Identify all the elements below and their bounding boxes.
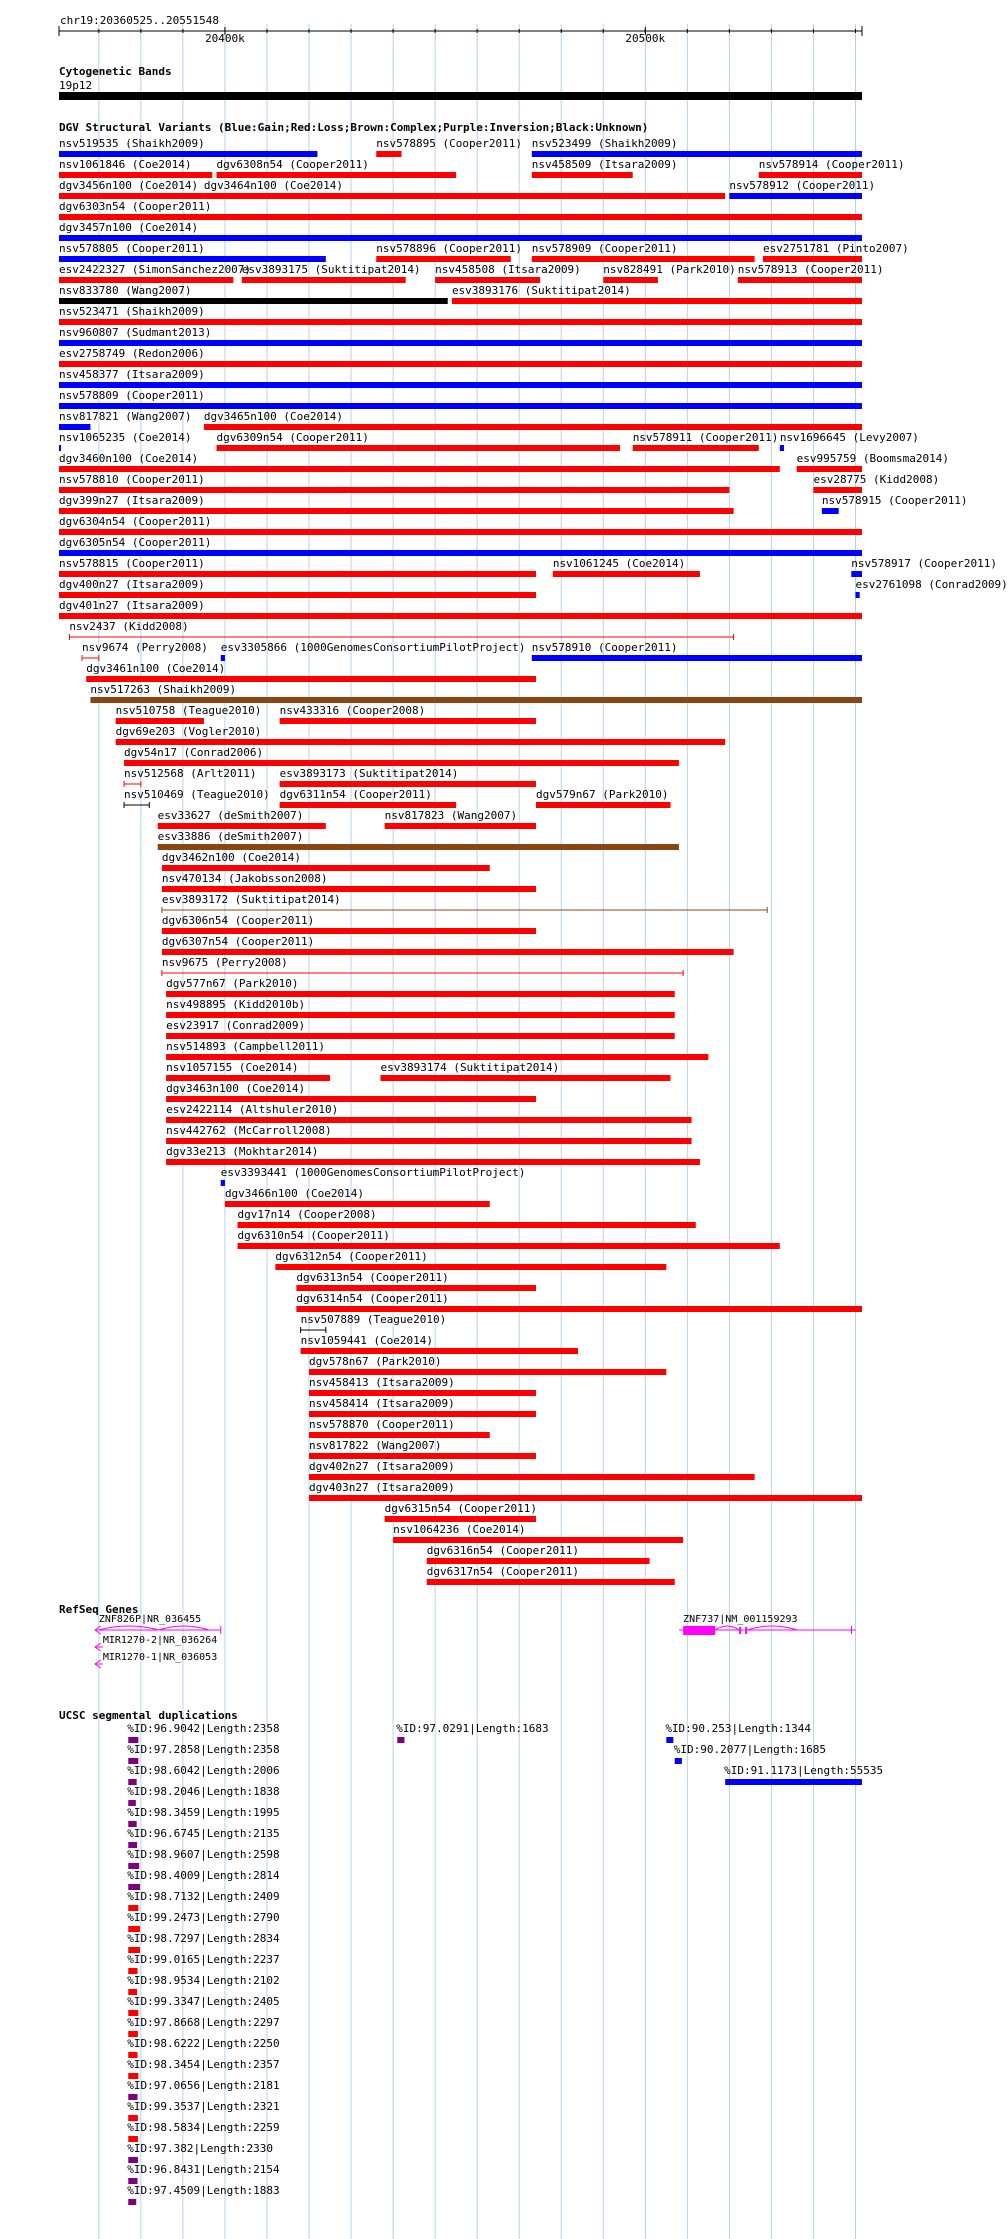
variant-label[interactable]: dgv403n27 (Itsara2009) — [309, 1481, 455, 1494]
variant-label[interactable]: dgv3461n100 (Coe2014) — [86, 662, 226, 675]
variant-label[interactable]: dgv54n17 (Conrad2006) — [124, 746, 264, 759]
gene-exon-arc — [747, 1626, 797, 1630]
variant-bar — [162, 949, 734, 955]
variant-label[interactable]: esv2422114 (Altshuler2010) — [166, 1103, 339, 1116]
variant-bar — [166, 1033, 675, 1039]
variant-bar — [59, 214, 862, 220]
region-coordinates: chr19:20360525..20551548 — [60, 14, 219, 27]
variant-bar — [238, 1222, 696, 1228]
variant-label[interactable]: nsv498895 (Kidd2010b) — [166, 998, 306, 1011]
variant-label[interactable]: dgv6312n54 (Cooper2011) — [275, 1250, 428, 1263]
variant-label[interactable]: dgv577n67 (Park2010) — [166, 977, 299, 990]
variant-label[interactable]: dgv6306n54 (Cooper2011) — [161, 914, 315, 927]
variant-label[interactable]: dgv3464n100 (Coe2014) — [203, 179, 343, 192]
variant-bar — [217, 172, 457, 178]
gene-exon — [745, 1627, 747, 1634]
variant-label[interactable]: nsv1065235 (Coe2014) — [59, 431, 192, 444]
variant-bar — [633, 445, 759, 451]
variant-label[interactable]: dgv6309n54 (Cooper2011) — [216, 431, 369, 444]
variant-bar — [59, 193, 204, 199]
variant-label[interactable]: dgv3466n100 (Coe2014) — [224, 1187, 365, 1200]
variant-label[interactable]: nsv578917 (Cooper2011) — [851, 557, 997, 570]
variant-label[interactable]: nsv578805 (Cooper2011) — [59, 242, 205, 255]
segdup-bar — [675, 1758, 682, 1764]
variant-bar — [59, 466, 780, 472]
variant-bar — [238, 1243, 780, 1249]
variant-bar — [301, 1348, 578, 1354]
variant-bar — [59, 445, 61, 451]
variant-label[interactable]: dgv6317n54 (Cooper2011) — [426, 1565, 580, 1578]
variant-label[interactable]: dgv6311n54 (Cooper2011) — [279, 788, 432, 801]
variant-label[interactable]: esv2761098 (Conrad2009) — [855, 578, 1008, 591]
variant-bar — [124, 760, 679, 766]
variant-bar — [162, 865, 490, 871]
variant-label[interactable]: dgv578n67 (Park2010) — [309, 1355, 442, 1368]
variant-label[interactable]: nsv1061846 (Coe2014) — [59, 158, 192, 171]
segdup-label[interactable]: %ID:90.2077|Length:1685 — [673, 1743, 827, 1756]
variant-label[interactable]: nsv828491 (Park2010) — [603, 263, 736, 276]
variant-label[interactable]: nsv517263 (Shaikh2009) — [90, 683, 237, 696]
segdup-bar — [128, 2199, 136, 2205]
segdup-label[interactable]: %ID:97.382|Length:2330 — [127, 2142, 273, 2155]
variant-bar — [780, 445, 784, 451]
variant-label[interactable]: nsv514893 (Campbell2011) — [166, 1040, 326, 1053]
gene-exon-arc — [715, 1626, 739, 1630]
variant-bar — [822, 508, 839, 514]
refseq-track-title: RefSeq Genes — [59, 1603, 139, 1616]
variant-label[interactable]: nsv833780 (Wang2007) — [59, 284, 192, 297]
variant-bar — [553, 571, 700, 577]
variant-label[interactable]: nsv458508 (Itsara2009) — [435, 263, 581, 276]
variant-bar — [763, 256, 862, 262]
variant-bar — [385, 1516, 536, 1522]
variant-label[interactable]: esv995759 (Boomsma2014) — [796, 452, 949, 465]
variant-bar — [116, 739, 726, 745]
variant-bar — [309, 1474, 755, 1480]
segdup-label[interactable]: %ID:90.253|Length:1344 — [665, 1722, 812, 1735]
segdup-label[interactable]: %ID:96.8431|Length:2154 — [127, 2163, 280, 2176]
variant-bar — [435, 277, 540, 283]
variant-label[interactable]: dgv3456n100 (Coe2014) — [59, 179, 199, 192]
variant-label[interactable]: nsv519535 (Shaikh2009) — [59, 137, 205, 150]
variant-bar — [166, 1054, 708, 1060]
variant-bar — [380, 1075, 670, 1081]
ruler-tick-label: 20400k — [205, 32, 245, 45]
variant-label[interactable]: nsv442762 (McCarroll2008) — [166, 1124, 332, 1137]
variant-label[interactable]: dgv400n27 (Itsara2009) — [59, 578, 205, 591]
variant-bar — [59, 529, 862, 535]
variant-label[interactable]: dgv6303n54 (Cooper2011) — [59, 200, 212, 213]
segdup-label[interactable]: %ID:97.4509|Length:1883 — [127, 2184, 280, 2197]
variant-bar — [309, 1390, 536, 1396]
variant-bar — [204, 424, 862, 430]
variant-label[interactable]: nsv458509 (Itsara2009) — [531, 158, 678, 171]
dgv-track-title: DGV Structural Variants (Blue:Gain;Red:Loss;Brown:Complex;Purple:Inversion;Black:Unknown) — [59, 121, 649, 134]
variant-label[interactable]: nsv960807 (Sudmant2013) — [59, 326, 212, 339]
variant-bar — [759, 172, 862, 178]
variant-label[interactable]: esv3893174 (Suktitipat2014) — [380, 1061, 560, 1074]
variant-label[interactable]: nsv578815 (Cooper2011) — [59, 557, 205, 570]
cytoband-label: 19p12 — [59, 79, 93, 92]
variant-bar — [59, 361, 862, 367]
variant-bar — [59, 571, 536, 577]
variant-label[interactable]: dgv69e203 (Vogler2010) — [115, 725, 262, 738]
variant-label[interactable]: dgv6313n54 (Cooper2011) — [296, 1271, 449, 1284]
variant-bar — [59, 382, 862, 388]
variant-label[interactable]: nsv817823 (Wang2007) — [384, 809, 518, 822]
variant-bar — [166, 1117, 691, 1123]
variant-label[interactable]: esv3393441 (1000GenomesConsortiumPilotProject) — [220, 1166, 526, 1179]
variant-label[interactable]: nsv1064236 (Coe2014) — [393, 1523, 526, 1536]
variant-bar — [376, 151, 401, 157]
variant-bar — [532, 256, 755, 262]
variant-bar — [86, 676, 536, 682]
variant-label[interactable]: nsv510758 (Teague2010) — [115, 704, 262, 717]
gene-label[interactable]: MIR1270-2|NR_036264 — [102, 1635, 218, 1646]
variant-label[interactable]: dgv6305n54 (Cooper2011) — [59, 536, 212, 549]
segdup-label[interactable]: %ID:98.4009|Length:2814 — [127, 1869, 280, 1882]
variant-bar — [225, 1201, 490, 1207]
variant-bar — [296, 1306, 862, 1312]
variant-label[interactable]: nsv1057155 (Coe2014) — [166, 1061, 299, 1074]
gene-label[interactable]: ZNF826P|NR_036455 — [98, 1614, 202, 1625]
variant-label[interactable]: dgv17n14 (Cooper2008) — [237, 1208, 377, 1221]
variant-label[interactable]: nsv433316 (Cooper2008) — [279, 704, 426, 717]
variant-bar — [309, 1369, 666, 1375]
segdup-bar — [725, 1779, 862, 1785]
variant-label[interactable]: nsv523499 (Shaikh2009) — [531, 137, 678, 150]
variant-bar — [221, 655, 225, 661]
variant-bar — [603, 277, 658, 283]
variant-bar — [536, 802, 671, 808]
variant-label[interactable]: dgv579n67 (Park2010) — [536, 788, 669, 801]
variant-label[interactable]: dgv3462n100 (Coe2014) — [161, 851, 301, 864]
variant-bar — [162, 886, 536, 892]
variant-label[interactable]: nsv523471 (Shaikh2009) — [59, 305, 205, 318]
variant-bar — [59, 550, 862, 556]
variant-bar — [296, 1285, 536, 1291]
segdup-label[interactable]: %ID:98.3454|Length:2357 — [127, 2058, 280, 2071]
variant-bar — [309, 1432, 490, 1438]
variant-label[interactable]: nsv1061245 (Coe2014) — [552, 557, 686, 570]
variant-label[interactable]: dgv402n27 (Itsara2009) — [309, 1460, 455, 1473]
variant-bar — [797, 466, 862, 472]
variant-label[interactable]: nsv2437 (Kidd2008) — [69, 620, 189, 633]
variant-bar — [532, 172, 633, 178]
segdup-label[interactable]: %ID:97.8668|Length:2297 — [127, 2016, 280, 2029]
variant-bar — [385, 823, 536, 829]
variant-label[interactable]: esv2422327 (SimonSanchez2007) — [59, 263, 252, 276]
variant-label[interactable]: nsv9675 (Perry2008) — [161, 956, 288, 969]
variant-label[interactable]: esv33627 (deSmith2007) — [157, 809, 304, 822]
variant-label[interactable]: dgv401n27 (Itsara2009) — [59, 599, 205, 612]
segdup-label[interactable]: %ID:91.1173|Length:55535 — [724, 1764, 884, 1777]
variant-label[interactable]: nsv578912 (Cooper2011) — [729, 179, 876, 192]
segdup-label[interactable]: %ID:98.3459|Length:1995 — [127, 1806, 280, 1819]
variant-label[interactable]: nsv458413 (Itsara2009) — [309, 1376, 455, 1389]
variant-bar — [851, 571, 862, 577]
variant-bar — [59, 172, 212, 178]
variant-bar — [158, 844, 679, 850]
variant-label[interactable]: esv23917 (Conrad2009) — [166, 1019, 306, 1032]
segdup-label[interactable]: %ID:98.7132|Length:2409 — [127, 1890, 280, 1903]
variant-label[interactable]: nsv817821 (Wang2007) — [59, 410, 192, 423]
variant-bar — [166, 1012, 675, 1018]
segdup-label[interactable]: %ID:98.6222|Length:2250 — [127, 2037, 280, 2050]
variant-label[interactable]: esv28775 (Kidd2008) — [813, 473, 940, 486]
variant-label[interactable]: esv33886 (deSmith2007) — [157, 830, 304, 843]
variant-bar — [813, 487, 862, 493]
segdup-track-title: UCSC segmental duplications — [59, 1709, 238, 1722]
variant-bar — [738, 277, 862, 283]
gene-label[interactable]: ZNF737|NM_001159293 — [683, 1614, 798, 1625]
variant-bar — [242, 277, 406, 283]
variant-bar — [376, 256, 511, 262]
variant-bar — [166, 1138, 691, 1144]
variant-label[interactable]: dgv3457n100 (Coe2014) — [59, 221, 199, 234]
variant-label[interactable]: nsv458377 (Itsara2009) — [59, 368, 205, 381]
variant-bar — [59, 151, 317, 157]
segdup-label[interactable]: %ID:98.9607|Length:2598 — [127, 1848, 280, 1861]
variant-bar — [59, 592, 536, 598]
segdup-label[interactable]: %ID:96.6745|Length:2135 — [127, 1827, 280, 1840]
variant-label[interactable]: dgv6304n54 (Cooper2011) — [59, 515, 212, 528]
variant-label[interactable]: dgv3465n100 (Coe2014) — [203, 410, 343, 423]
variant-bar — [116, 718, 204, 724]
gene-exon-arc — [99, 1626, 159, 1630]
variant-bar — [532, 655, 862, 661]
variant-label[interactable]: nsv578809 (Cooper2011) — [59, 389, 205, 402]
segdup-label[interactable]: %ID:99.2473|Length:2790 — [127, 1911, 280, 1924]
variant-bar — [427, 1558, 650, 1564]
segdup-label[interactable]: %ID:98.2046|Length:1838 — [127, 1785, 280, 1798]
variant-label[interactable]: nsv510469 (Teague2010) — [124, 788, 270, 801]
variant-bar — [427, 1579, 675, 1585]
variant-label[interactable]: nsv578915 (Cooper2011) — [821, 494, 968, 507]
variant-label[interactable]: nsv512568 (Arlt2011) — [124, 767, 257, 780]
variant-bar — [162, 928, 536, 934]
variant-bar — [393, 1537, 683, 1543]
variant-bar — [309, 1411, 536, 1417]
variant-bar — [90, 697, 862, 703]
variant-label[interactable]: dgv6308n54 (Cooper2011) — [216, 158, 369, 171]
variant-label[interactable]: esv2758749 (Redon2006) — [59, 347, 205, 360]
variant-bar — [166, 1159, 700, 1165]
variant-label[interactable]: dgv6315n54 (Cooper2011) — [384, 1502, 537, 1515]
variant-bar — [280, 718, 536, 724]
variant-bar — [855, 592, 859, 598]
variant-bar — [280, 802, 457, 808]
variant-bar — [158, 823, 326, 829]
variant-label[interactable]: esv3893173 (Suktitipat2014) — [279, 767, 459, 780]
variant-label[interactable]: nsv578909 (Cooper2011) — [531, 242, 678, 255]
variant-bar — [59, 487, 729, 493]
cytoband-track-title: Cytogenetic Bands — [59, 65, 172, 78]
variant-label[interactable]: dgv33e213 (Mokhtar2014) — [166, 1145, 319, 1158]
variant-label[interactable]: dgv6307n54 (Cooper2011) — [161, 935, 315, 948]
segdup-label[interactable]: %ID:98.5834|Length:2259 — [127, 2121, 280, 2134]
variant-bar — [221, 1180, 225, 1186]
variant-label[interactable]: esv3893172 (Suktitipat2014) — [161, 893, 341, 906]
gene-exon-arc — [159, 1626, 209, 1630]
variant-label[interactable]: nsv817822 (Wang2007) — [309, 1439, 442, 1452]
variant-label[interactable]: dgv399n27 (Itsara2009) — [59, 494, 205, 507]
variant-bar — [59, 277, 233, 283]
cytoband-bar — [59, 92, 862, 100]
variant-label[interactable]: dgv6314n54 (Cooper2011) — [296, 1292, 449, 1305]
variant-bar — [59, 613, 862, 619]
ruler-tick-label: 20500k — [625, 32, 666, 45]
variant-label[interactable]: esv3893175 (Suktitipat2014) — [241, 263, 421, 276]
segdup-label[interactable]: %ID:97.0291|Length:1683 — [396, 1722, 549, 1735]
gene-exon — [683, 1626, 715, 1635]
variant-bar — [59, 319, 862, 325]
variant-bar — [59, 235, 862, 241]
variant-label[interactable]: nsv578911 (Cooper2011) — [632, 431, 779, 444]
variant-bar — [59, 256, 326, 262]
segdup-label[interactable]: %ID:99.0165|Length:2237 — [127, 1953, 280, 1966]
variant-bar — [166, 991, 675, 997]
variant-bar — [59, 298, 448, 304]
variant-bar — [59, 508, 734, 514]
gene-exon — [739, 1627, 741, 1634]
variant-label[interactable]: nsv1059441 (Coe2014) — [300, 1334, 434, 1347]
segdup-label[interactable]: %ID:98.6042|Length:2006 — [127, 1764, 280, 1777]
variant-label[interactable]: nsv578896 (Cooper2011) — [376, 242, 522, 255]
segdup-label[interactable]: %ID:97.0656|Length:2181 — [127, 2079, 280, 2092]
variant-label[interactable]: esv3305866 (1000GenomesConsortiumPilotProject) — [220, 641, 526, 654]
variant-bar — [275, 1264, 666, 1270]
variant-label[interactable]: nsv470134 (Jakobsson2008) — [161, 872, 328, 885]
variant-label[interactable]: dgv3460n100 (Coe2014) — [59, 452, 199, 465]
segdup-label[interactable]: %ID:98.9534|Length:2102 — [127, 1974, 280, 1987]
variant-label[interactable]: nsv458414 (Itsara2009) — [309, 1397, 455, 1410]
variant-label[interactable]: dgv6316n54 (Cooper2011) — [426, 1544, 580, 1557]
variant-label[interactable]: nsv9674 (Perry2008) — [82, 641, 208, 654]
variant-bar — [532, 151, 862, 157]
variant-bar — [217, 445, 621, 451]
variant-bar — [59, 403, 862, 409]
segdup-label[interactable]: %ID:99.3537|Length:2321 — [127, 2100, 280, 2113]
variant-bar — [59, 424, 90, 430]
variant-bar — [309, 1453, 536, 1459]
variant-label[interactable]: nsv578870 (Cooper2011) — [309, 1418, 455, 1431]
variant-label[interactable]: nsv1696645 (Levy2007) — [779, 431, 919, 444]
gene-label[interactable]: MIR1270-1|NR_036053 — [102, 1652, 218, 1663]
variant-bar — [204, 193, 725, 199]
variant-bar — [729, 193, 862, 199]
variant-bar — [166, 1096, 536, 1102]
segdup-label[interactable]: %ID:98.7297|Length:2834 — [127, 1932, 280, 1945]
variant-label[interactable]: nsv578895 (Cooper2011) — [376, 137, 522, 150]
segdup-label[interactable]: %ID:97.2858|Length:2358 — [127, 1743, 280, 1756]
variant-label[interactable]: nsv578914 (Cooper2011) — [758, 158, 905, 171]
segdup-bar — [666, 1737, 673, 1743]
variant-label[interactable]: dgv6310n54 (Cooper2011) — [237, 1229, 390, 1242]
variant-bar — [452, 298, 862, 304]
variant-label[interactable]: esv2751781 (Pinto2007) — [763, 242, 909, 255]
variant-label[interactable]: nsv578810 (Cooper2011) — [59, 473, 205, 486]
variant-bar — [280, 781, 536, 787]
segdup-label[interactable]: %ID:96.9042|Length:2358 — [127, 1722, 280, 1735]
variant-label[interactable]: dgv3463n100 (Coe2014) — [166, 1082, 306, 1095]
segdup-label[interactable]: %ID:99.3347|Length:2405 — [127, 1995, 280, 2008]
variant-label[interactable]: esv3893176 (Suktitipat2014) — [451, 284, 631, 297]
variant-bar — [166, 1075, 330, 1081]
segdup-bar — [397, 1737, 404, 1743]
variant-label[interactable]: nsv578910 (Cooper2011) — [531, 641, 678, 654]
variant-label[interactable]: nsv507889 (Teague2010) — [300, 1313, 447, 1326]
variant-bar — [59, 340, 862, 346]
variant-label[interactable]: nsv578913 (Cooper2011) — [737, 263, 884, 276]
variant-bar — [309, 1495, 862, 1501]
